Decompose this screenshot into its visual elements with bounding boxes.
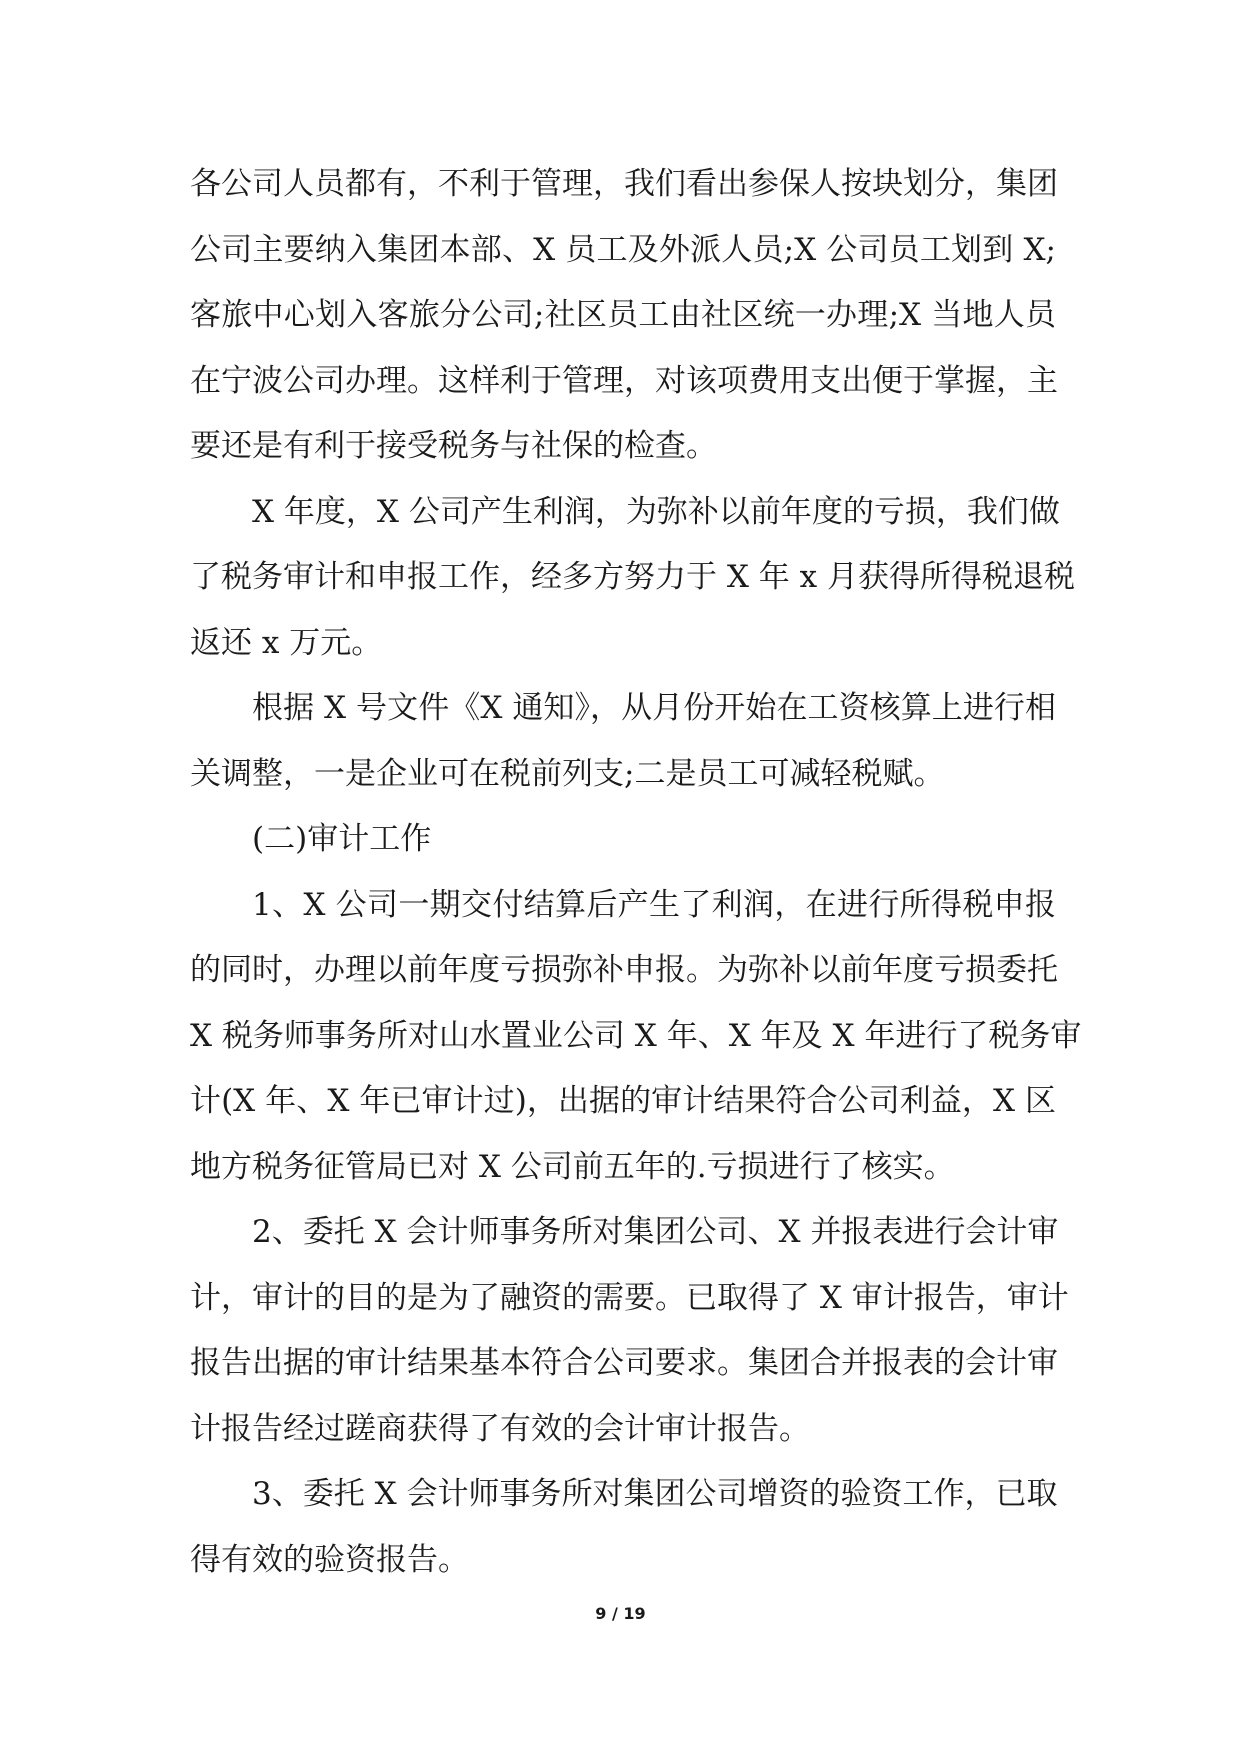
text-line: X 年度，X 公司产生利润，为弥补以前年度的亏损，我们做 [252,493,1060,530]
text-line: 各公司人员都有，不利于管理，我们看出参保人按块划分，集团 [190,166,1058,202]
paragraph [190,1462,1056,1593]
text-line: 3、委托 X 会计师事务所对集团公司增资的验资工作，已取 [252,1476,1058,1512]
text-line: 计(X 年、X 年已审计过)，出据的审计结果符合公司利益，X 区 [190,1083,1056,1119]
text-line: 的同时，办理以前年度亏损弥补申报。为弥补以前年度亏损委托 [190,952,1058,988]
text-line: 根据 X 号文件《X 通知》，从月份开始在工资核算上进行相 [252,690,1056,726]
page-number: 9 / 19 [595,1604,646,1623]
text-line: 1、X 公司一期交付结算后产生了利润，在进行所得税申报 [252,886,1056,923]
section-heading [190,807,1056,873]
paragraph [190,1200,1069,1462]
text-line: 地方税务征管局已对 X 公司前五年的.亏损进行了核实。 [190,1148,955,1185]
text-line: 在宁波公司办理。这样利于管理，对该项费用支出便于掌握，主 [190,362,1058,399]
paragraph [190,480,1075,677]
text-line: X 税务师事务所对山水置业公司 X 年、X 年及 X 年进行了税务审 [190,1017,1082,1054]
paragraph [190,873,1082,1201]
text-line: (二)审计工作 [252,821,432,857]
text-line: 要还是有利于接受税务与社保的检查。 [190,428,717,464]
text-line: 关调整，一是企业可在税前列支;二是员工可减轻税赋。 [190,755,945,792]
body-text [190,152,1082,1593]
text-line: 客旅中心划入客旅分公司;社区员工由社区统一办理;X 当地人员 [190,297,1056,333]
text-line: 返还 x 万元。 [190,624,383,661]
paragraph [190,676,1056,807]
text-line: 计报告经过蹉商获得了有效的会计审计报告。 [190,1410,810,1447]
text-line: 了税务审计和申报工作，经多方努力于 X 年 x 月获得所得税退税 [190,559,1075,595]
text-line: 2、委托 X 会计师事务所对集团公司、X 并报表进行会计审 [252,1214,1059,1250]
text-line: 报告出据的审计结果基本符合公司要求。集团合并报表的会计审 [190,1345,1058,1381]
paragraph [190,152,1056,480]
text-line: 公司主要纳入集团本部、X 员工及外派人员;X 公司员工划到 X; [190,231,1056,268]
text-line: 得有效的验资报告。 [190,1541,469,1578]
text-line: 计，审计的目的是为了融资的需要。已取得了 X 审计报告，审计 [190,1279,1069,1316]
